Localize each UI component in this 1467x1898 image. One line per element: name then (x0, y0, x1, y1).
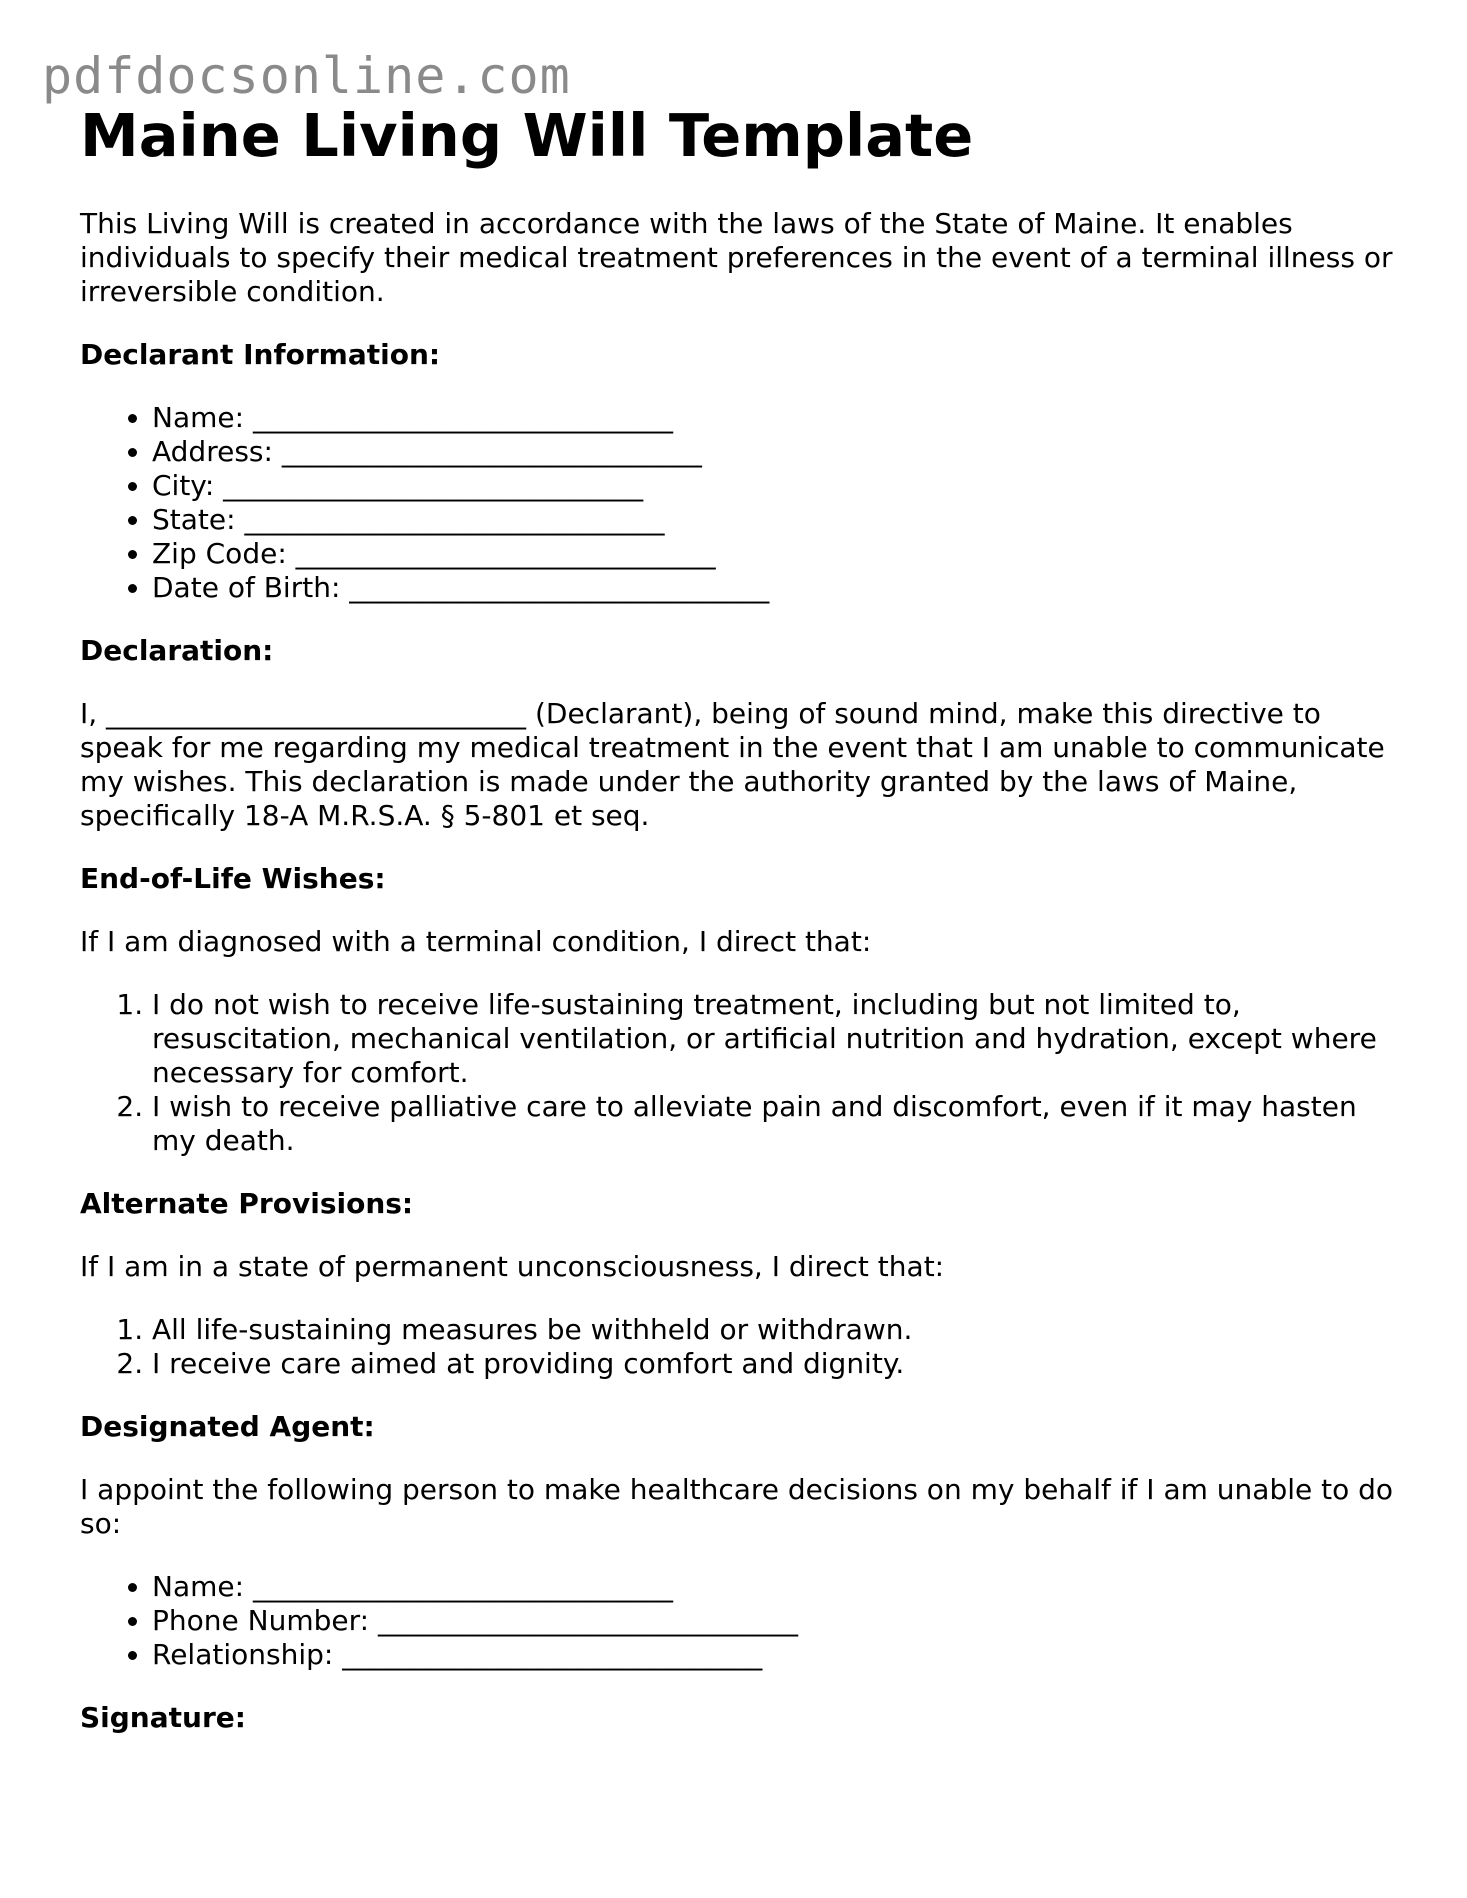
end-of-life-item: 1. I do not wish to receive life-sustaining treatment, including but not limited to, resuscitation, mechanical ventilation, or artificial nutrition and hydration, except where necessary for comfort. (152, 988, 1400, 1090)
alternate-provisions-item: 2. I receive care aimed at providing comfort and dignity. (152, 1347, 1400, 1381)
document-page (80, 100, 1400, 1735)
declarant-heading: Declarant Information: (80, 338, 441, 371)
alternate-provisions-heading: Alternate Provisions: (80, 1187, 414, 1220)
alternate-provisions-list (80, 1313, 1400, 1381)
agent-field-list (80, 1570, 1400, 1672)
end-of-life-intro: If I am diagnosed with a terminal condition, I direct that: (80, 925, 872, 958)
declarant-address-field[interactable]: • Address: ______________________________ (152, 435, 1400, 469)
end-of-life-item: 2. I wish to receive palliative care to alleviate pain and discomfort, even if it may hasten my death. (152, 1090, 1400, 1158)
designated-agent-intro: I appoint the following person to make healthcare decisions on my behalf if I am unable to do so: (80, 1473, 1394, 1540)
declaration-paragraph: I, ______________________________ (Declarant), being of sound mind, make this directive to speak for me regarding my medical treatment in the event that I am unable to communicate my wishes. This declaration is made under the authority granted by the laws of Maine, specifically 18-A M.R.S.A. § 5-801 et seq. (80, 697, 1385, 832)
declarant-state-field[interactable]: • State: ______________________________ (152, 503, 1400, 537)
alternate-provisions-item: 1. All life-sustaining measures be withheld or withdrawn. (152, 1313, 1400, 1347)
declaration-heading: Declaration: (80, 634, 274, 667)
agent-phone-field[interactable]: • Phone Number: ______________________________ (152, 1604, 1400, 1638)
agent-relationship-field[interactable]: • Relationship: ______________________________ (152, 1638, 1400, 1672)
intro-paragraph: This Living Will is created in accordance with the laws of the State of Maine. It enables individuals to specify their medical treatment preferences in the event of a terminal illness or irreversible condition. (80, 207, 1393, 308)
end-of-life-list (80, 988, 1400, 1158)
end-of-life-heading: End-of-Life Wishes: (80, 862, 386, 895)
declarant-zip-field[interactable]: • Zip Code: ______________________________ (152, 537, 1400, 571)
declarant-name-field[interactable]: • Name: ______________________________ (152, 401, 1400, 435)
page-title: Maine Living Will Template (80, 101, 974, 170)
alternate-provisions-intro: If I am in a state of permanent unconsciousness, I direct that: (80, 1250, 945, 1283)
designated-agent-heading: Designated Agent: (80, 1410, 375, 1443)
watermark: pdfdocsonline.com (42, 47, 571, 105)
agent-name-field[interactable]: • Name: ______________________________ (152, 1570, 1400, 1604)
declarant-dob-field[interactable]: • Date of Birth: ______________________________ (152, 571, 1400, 605)
declarant-city-field[interactable]: • City: ______________________________ (152, 469, 1400, 503)
declarant-field-list (80, 401, 1400, 605)
signature-heading: Signature: (80, 1701, 246, 1734)
